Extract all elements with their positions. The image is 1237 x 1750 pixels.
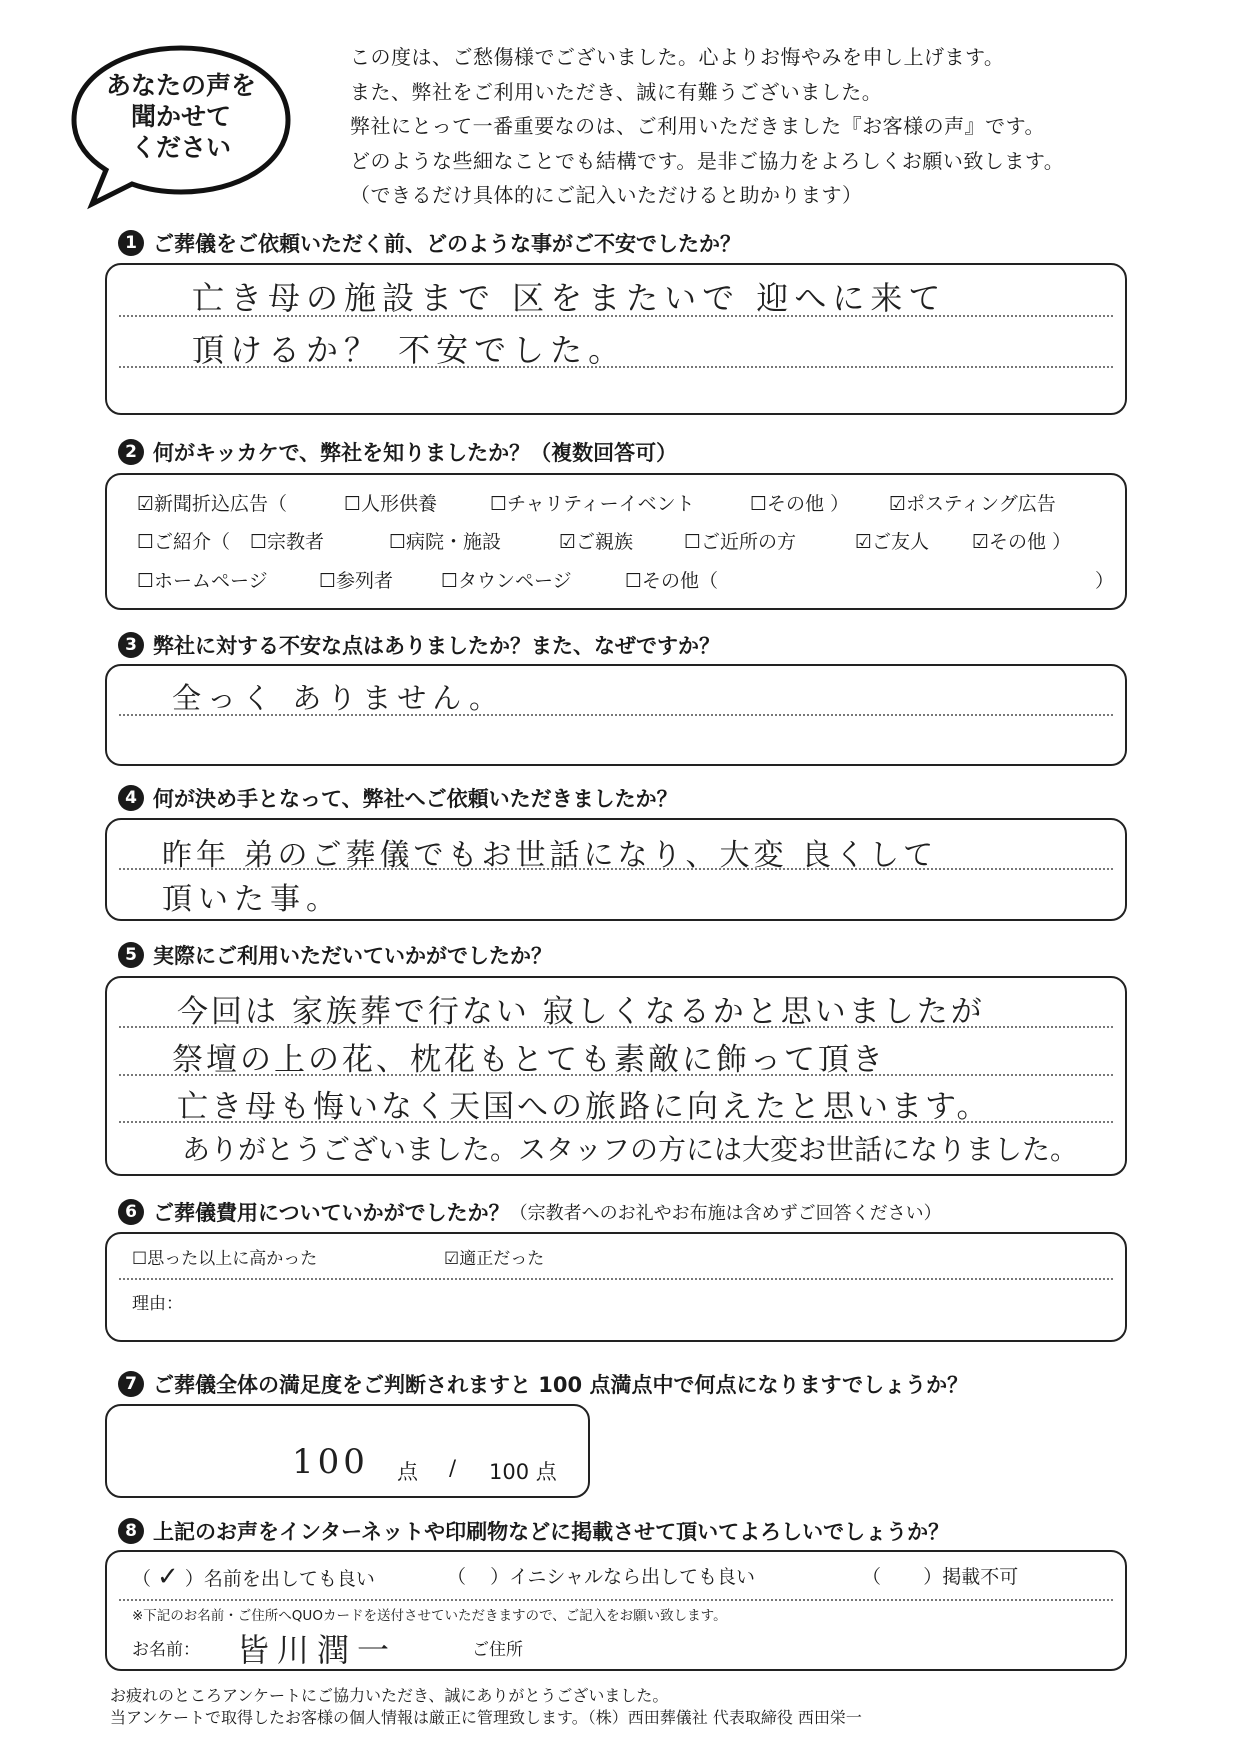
number-badge: 2 [118,439,144,465]
answer-box-4[interactable] [105,818,1127,921]
question-3 [118,630,720,660]
handwritten-answer-line: 頂いた事。 [162,882,342,917]
score-unit: 点 [397,1460,418,1484]
checkbox-charity-event[interactable]: ☐チャリティーイベント [490,493,695,515]
question-text: 何が決め手となって、弊社へご依頼いただきましたか？ [153,787,678,811]
handwritten-answer-line: 頂けるか？ 不安でした。 [192,331,627,369]
options-box-2 [105,473,1127,610]
number-badge: 1 [118,230,144,256]
reason-label: 理由： [132,1294,183,1314]
address-label: ご住所 [472,1640,523,1660]
question-text: 弊社に対する不安な点はありましたか？また、なぜですか？ [153,634,720,658]
checkbox-other-2[interactable]: ☑その他 ） [972,531,1072,553]
handwritten-answer-line: 亡き母の施設まで 区をまたいで 迎へに来て [192,279,947,317]
handwritten-answer-line: 昨年 弟のご葬儀でもお世話になり、大変 良くして [162,838,938,873]
checkbox-relatives[interactable]: ☑ご親族 [559,531,634,553]
checkbox-attendee[interactable]: ☐参列者 [319,570,394,592]
question-2 [118,437,677,467]
checkbox-neighbor[interactable]: ☐ご近所の方 [684,531,797,553]
intro-text: この度は、ご愁傷様でございました。心よりお悔やみを申し上げます。 また、弊社をご利用いただき、誠に有難うございました。 弊社にとって一番重要なのは、ご利用いただきました『お客様の声』です。 どのような些細なことでも結構です。是非ご協力をよろしくお願い致します。 （できるだけ具体的にご記入いただけると助かります） [350,45,1065,207]
checkbox-townpage[interactable]: ☐タウンページ [441,570,572,592]
checkbox-other-3[interactable]: ☐その他（ [625,570,719,592]
speech-bubble [70,42,305,210]
name-value[interactable]: 皆川潤一 [237,1631,398,1669]
checkbox-hospital[interactable]: ☐病院・施設 [389,531,502,553]
answer-box-5[interactable] [105,976,1127,1176]
answer-box-3[interactable] [105,664,1127,766]
number-badge: 7 [118,1371,144,1397]
option-initials-ok[interactable]: （ ）イニシャルなら出しても良い [447,1566,756,1588]
question-text: ご葬儀をご依頼いただく前、どのような事がご不安でしたか？ [153,232,741,256]
answer-box-6 [105,1232,1127,1342]
number-badge: 5 [118,942,144,968]
checkbox-appropriate[interactable]: ☑適正だった [444,1249,545,1269]
quo-card-note: ※下記のお名前・ご住所へQUOカードを送付させていただきますので、ご記入をお願い致します。 [132,1608,727,1624]
checkbox-too-expensive[interactable]: ☐思った以上に高かった [132,1249,318,1269]
handwritten-answer-line: 亡き母も悔いなく天国への旅路に向えたと思います。 [177,1089,991,1125]
reason-field[interactable] [267,1294,1097,1318]
number-badge: 4 [118,785,144,811]
question-4 [118,783,678,813]
bubble-title: あなたの声を 聞かせて ください [105,71,256,162]
score-slash: / [449,1456,457,1480]
question-text: ご葬儀全体の満足度をご判断されますと 100 点満点中で何点になりますでしょうか？ [153,1373,969,1397]
score-max: 100 点 [489,1460,557,1484]
question-6 [118,1197,942,1227]
question-text: ご葬儀費用についていかがでしたか？ [153,1201,510,1225]
number-badge: 6 [118,1199,144,1225]
checkbox-posting-ad[interactable]: ☑ポスティング広告 [889,493,1056,515]
score-box[interactable] [105,1404,590,1498]
name-label: お名前： [132,1640,200,1660]
footer-privacy: 当アンケートで取得したお客様の個人情報は厳正に管理致します。（株）西田葬儀社 代表取締役 西田栄一 [110,1708,862,1727]
answer-box-8 [105,1550,1127,1671]
question-note: （宗教者へのお礼やお布施は含めずご回答ください） [509,1203,942,1224]
checkbox-newspaper[interactable]: ☑新聞折込広告（ [137,493,288,515]
answer-box-1[interactable] [105,263,1127,415]
question-1 [118,228,741,258]
question-8 [118,1516,949,1546]
checkbox-referral[interactable]: ☐ご紹介（ [137,531,231,553]
question-5 [118,940,552,970]
checkbox-other-1[interactable]: ☐その他 ） [750,493,850,515]
number-badge: 8 [118,1518,144,1544]
option-name-ok[interactable]: （ ✓ ）名前を出しても良い [132,1562,375,1592]
checkbox-friend[interactable]: ☑ご友人 [855,531,930,553]
question-text: 何がキッカケで、弊社を知りましたか？（複数回答可） [153,441,678,465]
handwritten-answer-line: 祭壇の上の花、枕花もとても素敵に飾って頂き [172,1042,886,1078]
address-field[interactable] [547,1632,1107,1660]
check-mark: ✓ [157,1562,179,1592]
score-value: 100 [292,1442,369,1482]
question-text: 実際にご利用いただいていかがでしたか？ [153,944,552,968]
paren-close: ） [1095,570,1115,592]
checkbox-religious[interactable]: ☐宗教者 [250,531,325,553]
handwritten-answer-line: 今回は 家族葬で行ない 寂しくなるかと思いましたが [177,994,985,1030]
handwritten-answer-line: ありがとうございました。スタッフの方には大変お世話になりました。 [182,1133,1079,1166]
question-7 [118,1369,968,1399]
option-no-publish[interactable]: （ ）掲載不可 [862,1566,1019,1588]
checkbox-doll-memorial[interactable]: ☐人形供養 [344,493,438,515]
number-badge: 3 [118,632,144,658]
checkbox-homepage[interactable]: ☐ホームページ [137,570,268,592]
footer-thanks: お疲れのところアンケートにご協力いただき、誠にありがとうございました。 [110,1686,669,1705]
handwritten-answer-line: 全っく ありません。 [172,681,504,715]
question-text: 上記のお声をインターネットや印刷物などに掲載させて頂いてよろしいでしょうか？ [153,1520,950,1544]
